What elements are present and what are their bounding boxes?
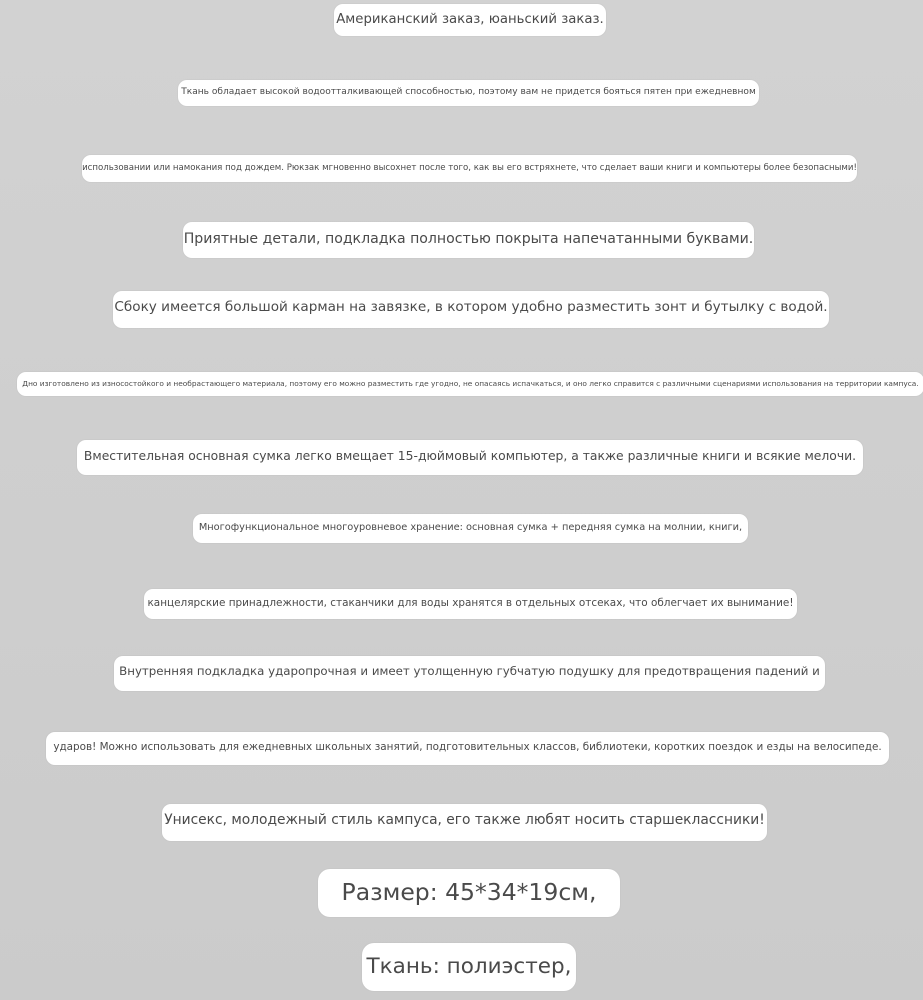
text-line-fabric: Ткань: полиэстер, xyxy=(362,943,576,991)
text-line-lining: Приятные детали, подкладка полностью покрыта напечатанными буквами. xyxy=(183,222,754,258)
text-line-order-type: Американский заказ, юаньский заказ. xyxy=(334,4,606,36)
text-line-water-repellent-1: Ткань обладает высокой водоотталкивающей способностью, поэтому вам не придется бояться пятен при ежедневном xyxy=(178,80,759,106)
text-line-size: Размер: 45*34*19см, xyxy=(318,869,620,917)
text-line-storage-2: канцелярские принадлежности, стаканчики для воды хранятся в отдельных отсеках, что облегчает их вынимание! xyxy=(144,589,797,619)
text-line-unisex: Унисекс, молодежный стиль кампуса, его также любят носить старшеклассники! xyxy=(162,804,767,841)
text-line-padding-2: ударов! Можно использовать для ежедневных школьных занятий, подготовительных классов, библиотеки, коротких поездок и езды на велосипеде. xyxy=(46,732,889,765)
text-line-water-repellent-2: использовании или намокания под дождем. Рюкзак мгновенно высохнет после того, как вы его встряхнете, что сделает ваши книги и компьютеры более безопасными! xyxy=(82,155,857,182)
text-line-storage-1: Многофункциональное многоуровневое хранение: основная сумка + передняя сумка на молнии, книги, xyxy=(193,514,748,543)
text-line-bottom-material: Дно изготовлено из износостойкого и необрастающего материала, поэтому его можно разместить где угодно, не опасаясь испачкаться, и оно легко справится с различными сценариями использования на территории кампуса. xyxy=(17,372,923,396)
text-line-padding-1: Внутренняя подкладка ударопрочная и имеет утолщенную губчатую подушку для предотвращения падений и xyxy=(114,656,825,691)
text-line-side-pocket: Сбоку имеется большой карман на завязке, в котором удобно разместить зонт и бутылку с водой. xyxy=(113,291,829,328)
text-line-main-compartment: Вместительная основная сумка легко вмещает 15-дюймовый компьютер, а также различные книги и всякие мелочи. xyxy=(77,440,863,475)
